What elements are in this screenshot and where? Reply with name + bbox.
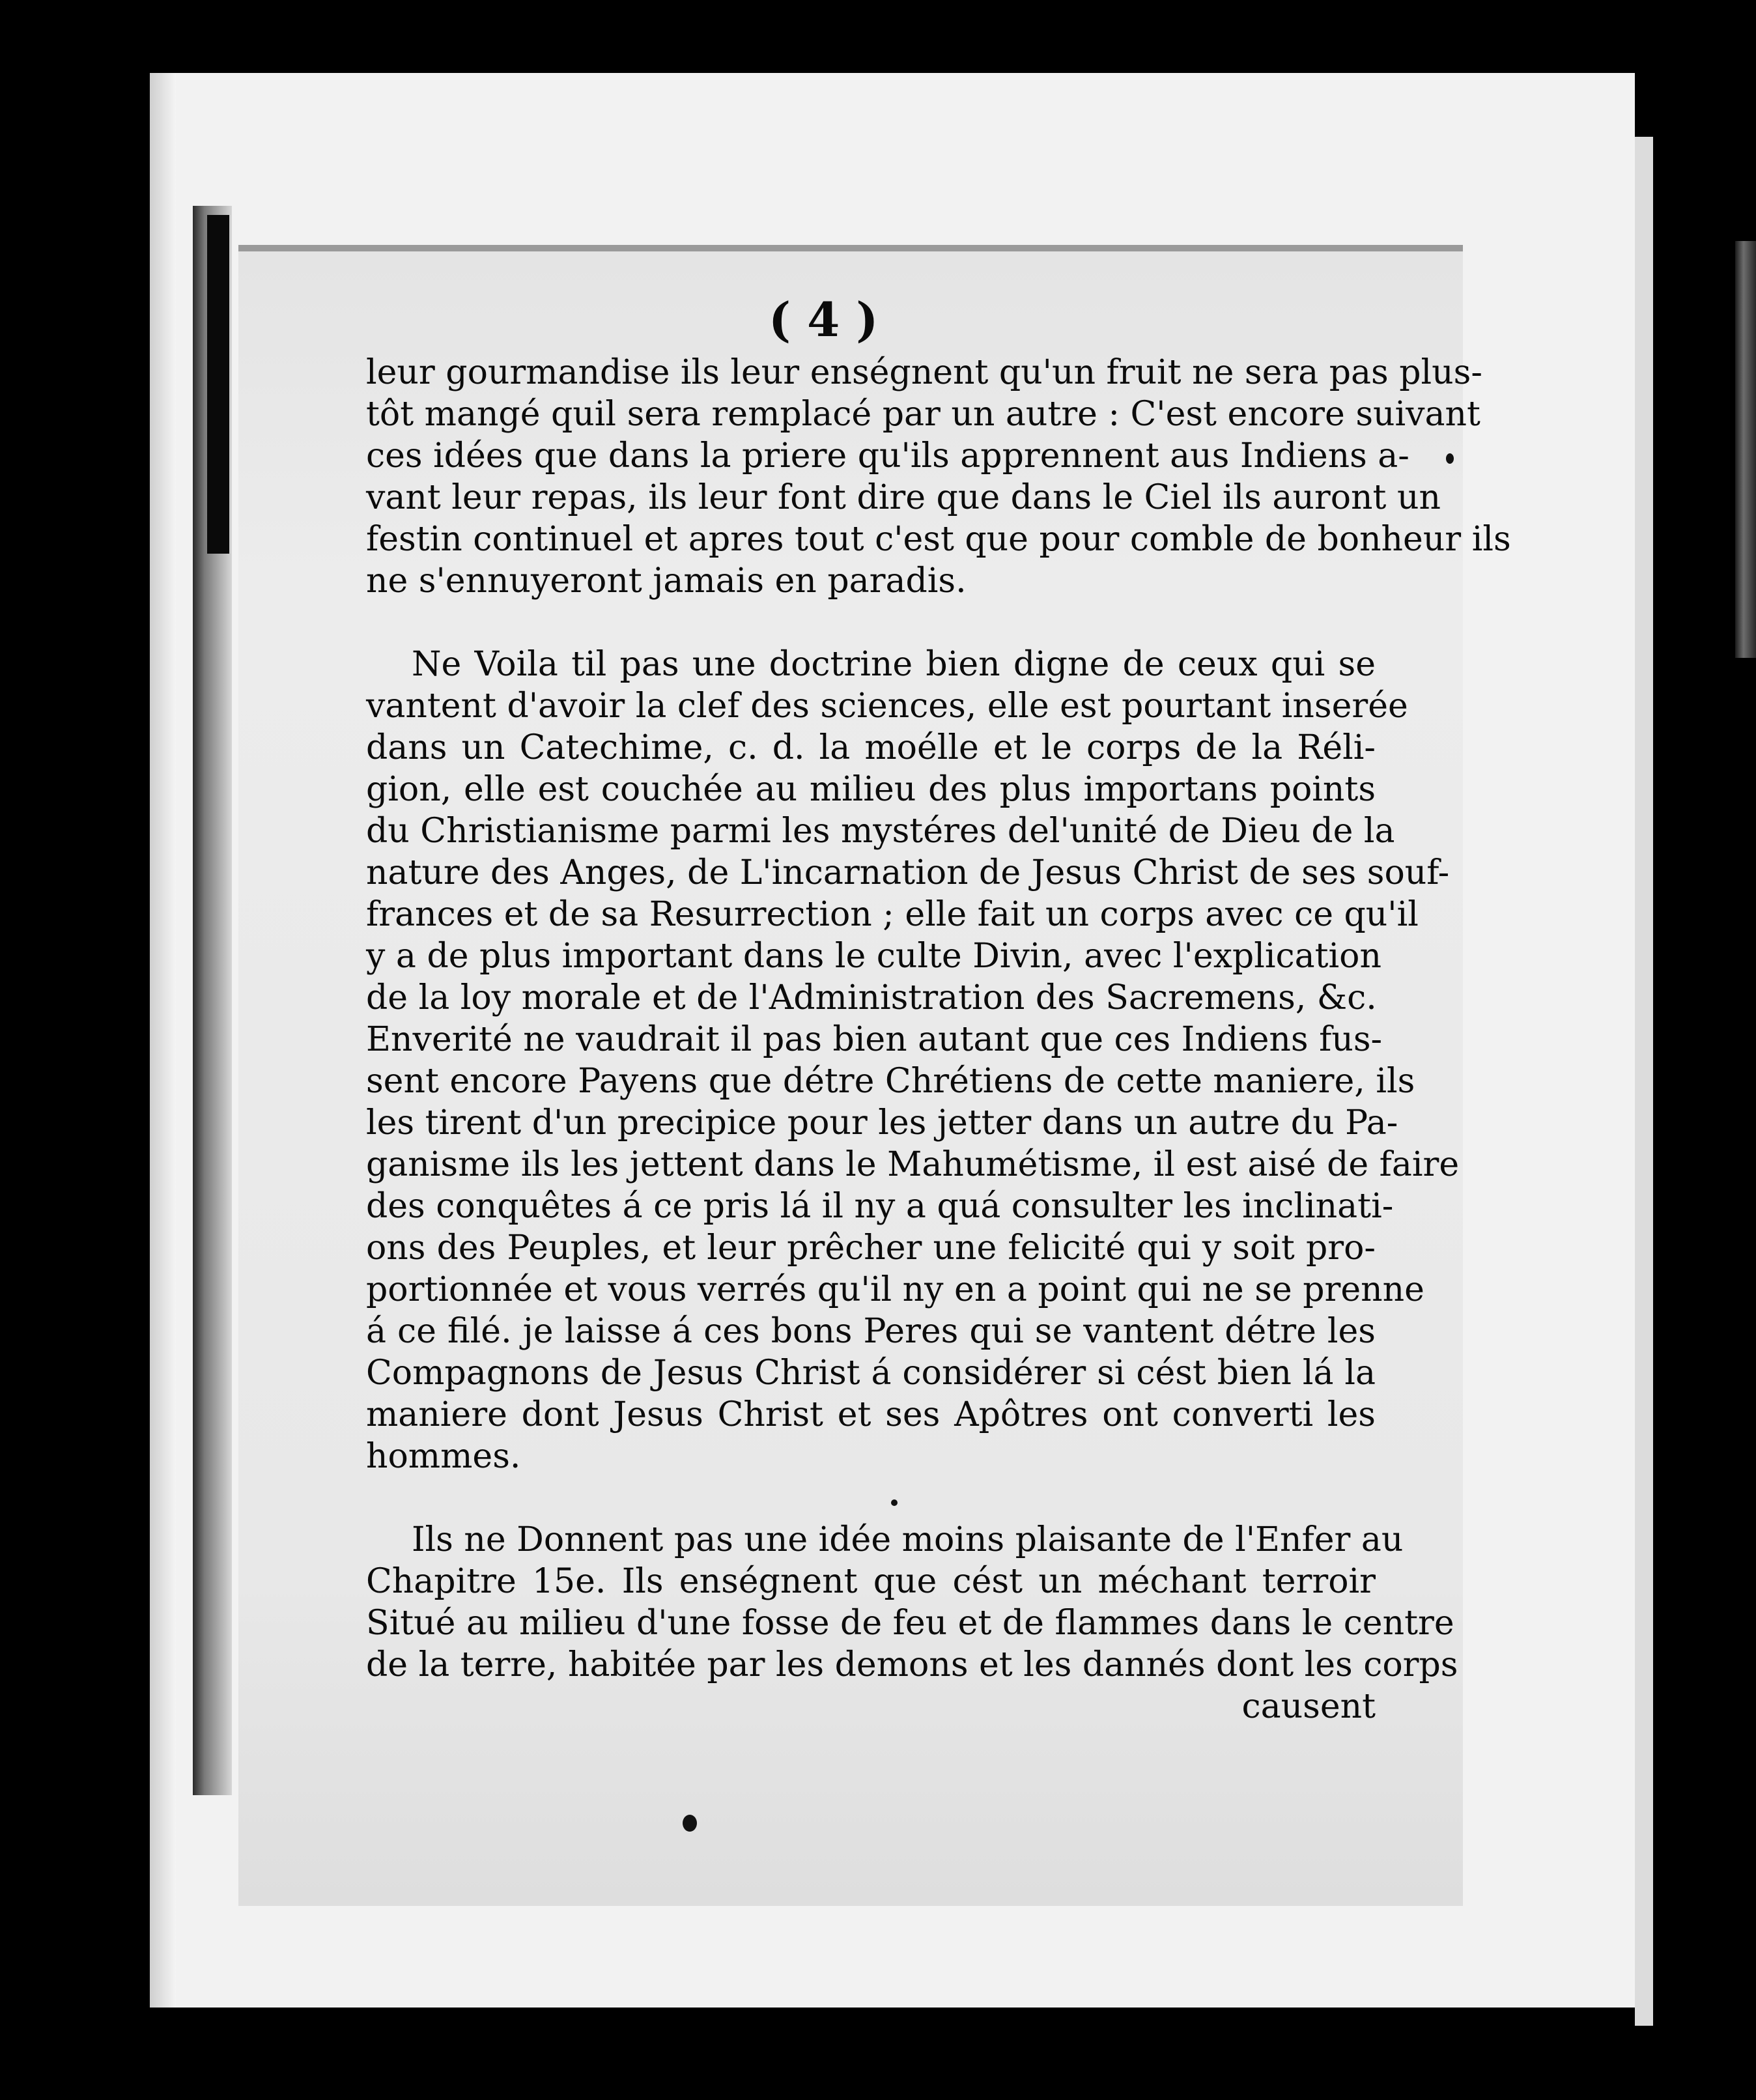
text-line: frances et de sa Resurrection ; elle fait un corps avec ce qu'il xyxy=(366,895,1419,934)
text-line: Compagnons de Jesus Christ á considérer si cést bien lá la xyxy=(366,1354,1376,1393)
text-line: vant leur repas, ils leur font dire que dans le Ciel ils auront un xyxy=(366,478,1441,517)
text-line: á ce filé. je laisse á ces bons Peres qui se vantent détre les xyxy=(366,1312,1376,1351)
text-line: hommes. xyxy=(366,1437,521,1476)
text-line: de la terre, habitée par les demons et les dannés dont les corps xyxy=(366,1645,1458,1684)
paragraph-gap xyxy=(366,1477,1376,1519)
text-line: vantent d'avoir la clef des sciences, elle est pourtant inserée xyxy=(366,687,1408,726)
text-line: dans un Catechime, c. d. la moélle et le corps de la Réli- xyxy=(366,728,1376,767)
text-line: du Christianisme parmi les mystéres del'unité de Dieu de la xyxy=(366,812,1395,851)
outer-sheet-edge xyxy=(150,73,176,2008)
right-scrap-edge xyxy=(1735,241,1756,658)
page-number: ( 4 ) xyxy=(769,292,879,347)
text-line: nature des Anges, de L'incarnation de Jesus Christ de ses souf- xyxy=(366,853,1450,892)
text-line: ne s'ennuyeront jamais en paradis. xyxy=(366,561,967,601)
text-line: festin continuel et apres tout c'est que pour comble de bonheur ils xyxy=(366,520,1511,559)
text-line: gion, elle est couchée au milieu des plus importans points xyxy=(366,770,1376,809)
right-binding-strip xyxy=(1635,137,1653,2026)
text-line: Situé au milieu d'une fosse de feu et de flammes dans le centre xyxy=(366,1604,1454,1643)
ink-speck xyxy=(1446,453,1454,464)
text-line: ons des Peuples, et leur prêcher une felicité qui y soit pro- xyxy=(366,1228,1376,1268)
text-line: ganisme ils les jettent dans le Mahumétisme, il est aisé de faire xyxy=(366,1145,1460,1184)
paragraph-3 xyxy=(366,1519,1458,1727)
ink-speck xyxy=(683,1815,697,1832)
paragraph-1 xyxy=(366,352,1511,602)
text-line: maniere dont Jesus Christ et ses Apôtres ont converti les xyxy=(366,1395,1376,1434)
text-line: de la loy morale et de l'Administration des Sacremens, &c. xyxy=(366,978,1377,1017)
paragraph-gap xyxy=(366,602,1376,644)
text-line: Ils ne Donnent pas une idée moins plaisante de l'Enfer au xyxy=(412,1520,1404,1559)
text-line: portionnée et vous verrés qu'il ny en a point qui ne se prenne xyxy=(366,1270,1424,1309)
text-line: Chapitre 15e. Ils enségnent que cést un méchant terroir xyxy=(366,1562,1376,1601)
text-line: sent encore Payens que détre Chrétiens de cette maniere, ils xyxy=(366,1062,1415,1101)
text-line: Enverité ne vaudrait il pas bien autant que ces Indiens fus- xyxy=(366,1020,1383,1059)
text-line: tôt mangé quil sera remplacé par un autre : C'est encore suivant xyxy=(366,395,1480,434)
text-line: des conquêtes á ce pris lá il ny a quá consulter les inclinati- xyxy=(366,1187,1394,1226)
left-black-bar xyxy=(207,215,229,554)
text-block xyxy=(366,352,1511,1727)
text-line: les tirent d'un precipice pour les jetter dans un autre du Pa- xyxy=(366,1103,1398,1142)
ink-speck xyxy=(891,1499,898,1506)
paragraph-2 xyxy=(366,644,1460,1477)
text-line: ces idées que dans la priere qu'ils apprennent aus Indiens a- xyxy=(366,436,1409,475)
text-line: Ne Voila til pas une doctrine bien digne de ceux qui se xyxy=(412,645,1376,684)
text-line: y a de plus important dans le culte Divin, avec l'explication xyxy=(366,937,1381,976)
catchword: causent xyxy=(1241,1687,1376,1726)
text-line: leur gourmandise ils leur enségnent qu'un fruit ne sera pas plus- xyxy=(366,353,1482,392)
